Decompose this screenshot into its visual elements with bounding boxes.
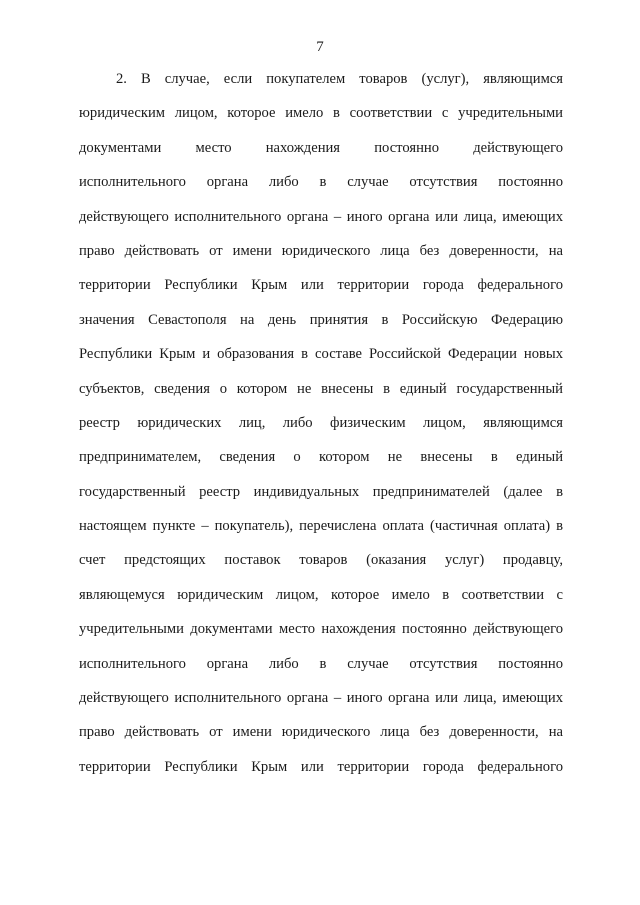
paragraph-line: право действовать от имени юридического лица без доверенности, на (79, 724, 563, 741)
paragraph-2 (79, 62, 563, 784)
page-number: 7 (316, 39, 324, 55)
paragraph-line: территории Республики Крым или территории города федерального (79, 277, 563, 294)
paragraph-line: государственный реестр индивидуальных предпринимателей (далее в (79, 483, 563, 500)
paragraph-line: настоящем пункте – покупатель), перечислена оплата (частичная оплата) в (79, 518, 563, 535)
paragraph-line: действующего исполнительного органа – иного органа или лица, имеющих (79, 690, 563, 707)
paragraph-line: исполнительного органа либо в случае отсутствия постоянно (79, 174, 563, 191)
paragraph-line: являющемуся юридическим лицом, которое имело в соответствии с (79, 586, 563, 603)
paragraph-line: предпринимателем, сведения о котором не внесены в единый (79, 449, 563, 466)
paragraph-line: субъектов, сведения о котором не внесены в единый государственный (79, 380, 563, 397)
paragraph-line: реестр юридических лиц, либо физическим лицом, являющимся (79, 414, 563, 431)
paragraph-line: учредительными документами место нахождения постоянно действующего (79, 621, 563, 638)
paragraph-line: юридическим лицом, которое имело в соответствии с учредительными (79, 105, 563, 122)
paragraph-line: действующего исполнительного органа – иного органа или лица, имеющих (79, 208, 563, 225)
paragraph-line: значения Севастополя на день принятия в Российскую Федерацию (79, 311, 563, 328)
paragraph-line: Республики Крым и образования в составе Российской Федерации новых (79, 346, 563, 363)
paragraph-line: территории Республики Крым или территории города федерального (79, 758, 563, 775)
paragraph-line: 2. В случае, если покупателем товаров (услуг), являющимся (116, 71, 563, 87)
paragraph-line: исполнительного органа либо в случае отсутствия постоянно (79, 655, 563, 672)
paragraph-line: счет предстоящих поставок товаров (оказания услуг) продавцу, (79, 552, 563, 569)
paragraph-line: документами место нахождения постоянно действующего (79, 139, 563, 156)
paragraph-line: право действовать от имени юридического лица без доверенности, на (79, 242, 563, 259)
